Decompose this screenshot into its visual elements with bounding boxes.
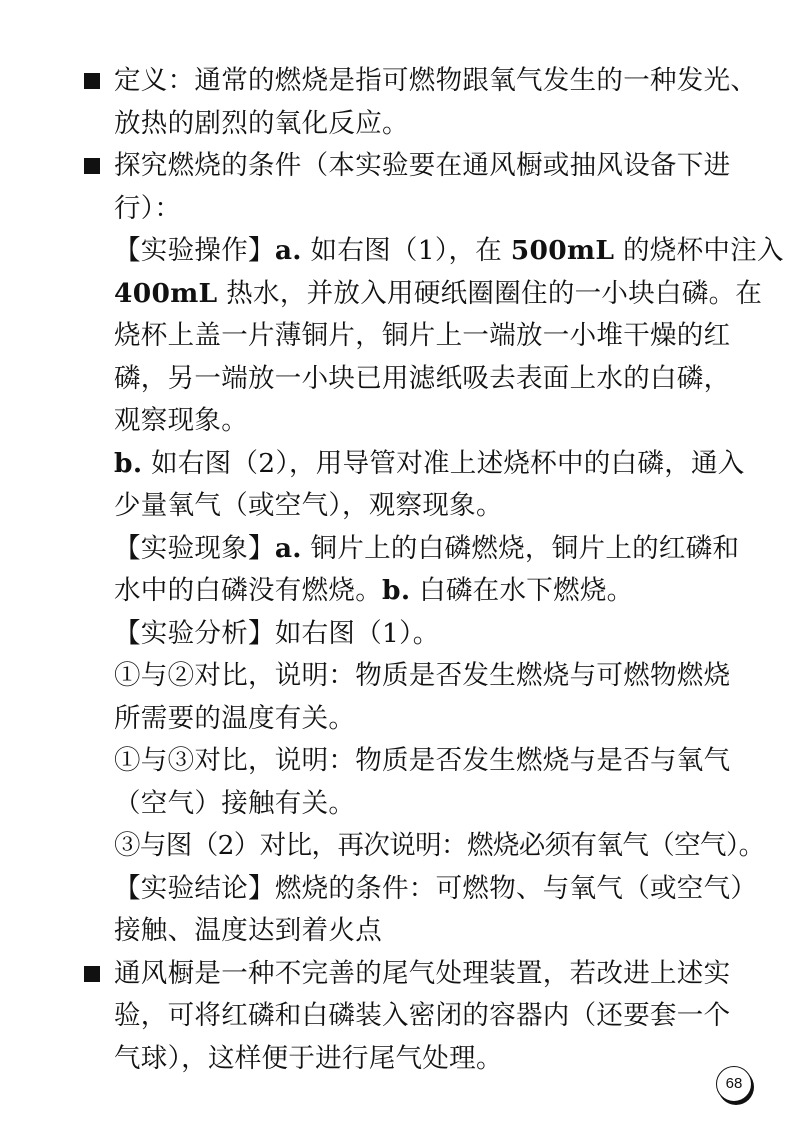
conclusion-line-1	[84, 868, 758, 911]
operation-volume-500: 500mL	[510, 235, 615, 266]
analysis-compare-3-line-1: ③与图（2）对比，再次说明：燃烧必须有氧气（空气）。	[114, 830, 765, 861]
phenomenon-a-label: a.	[274, 532, 302, 564]
operation-b-line-2: 少量氧气（或空气），观察现象。	[114, 490, 503, 521]
black-square-icon	[84, 966, 100, 982]
operation-line-2	[84, 273, 763, 316]
operation-a-label: a.	[274, 235, 302, 266]
black-square-icon	[84, 73, 100, 89]
analysis-compare-2-line-1: ①与③对比，说明：物质是否发生燃烧与是否与氧气	[114, 745, 731, 776]
operation-line-3: 烧杯上盖一片薄铜片，铜片上一端放一小堆干燥的红	[114, 320, 731, 351]
conclusion-line-2: 接触、温度达到着火点	[114, 915, 382, 946]
definition-text: 定义：通常的燃烧是指可燃物跟氧气发生的一种发光、	[114, 65, 758, 96]
black-square-icon	[84, 158, 100, 174]
phenomenon-b-label: b.	[382, 575, 411, 606]
phenomenon-b-text: 白磷在水下燃烧。	[410, 575, 634, 606]
phenomenon-a-text-cont: 水中的白磷没有燃烧。	[114, 575, 382, 606]
page-content	[84, 60, 784, 1080]
analysis-line-1	[84, 613, 754, 656]
operation-b-line-1	[84, 443, 754, 486]
phenomenon-tag: 【实验现象】	[114, 532, 275, 564]
conclusion-tag: 【实验结论】	[114, 872, 275, 904]
explore-heading-text: 探究燃烧的条件（本实验要在通风橱或抽风设备下进	[114, 150, 731, 181]
operation-a-text: 如右图（1），在	[301, 235, 511, 266]
analysis-text: 如右图（1）。	[274, 617, 440, 649]
operation-a-line-2-text: 热水，并放入用硬纸圈圈住的一小块白磷。在	[217, 277, 763, 309]
definition-line-2: 放热的剧烈的氧化反应。	[114, 107, 409, 139]
fume-hood-line-3: 气球），这样便于进行尾气处理。	[114, 1042, 503, 1074]
phenomenon-a-text: 铜片上的白磷燃烧，铜片上的红磷和	[301, 532, 740, 564]
operation-b-label: b.	[114, 447, 143, 479]
operation-line-4: 磷，另一端放一小块已用滤纸吸去表面上水的白磷，	[114, 362, 731, 394]
definition-line-1	[84, 60, 758, 103]
fume-hood-line-2: 验，可将红磷和白磷装入密闭的容器内（还要套一个	[114, 1000, 731, 1031]
fume-hood-text: 通风橱是一种不完善的尾气处理装置，若改进上述实	[114, 957, 731, 989]
operation-volume-400: 400mL	[114, 277, 218, 309]
operation-tag: 【实验操作】	[114, 235, 275, 266]
phenomenon-line-2	[84, 570, 754, 613]
analysis-compare-1-line-2: 所需要的温度有关。	[114, 702, 356, 734]
analysis-compare-1-line-1: ①与②对比，说明：物质是否发生燃烧与可燃物燃烧	[114, 660, 731, 691]
explore-heading-line-1	[84, 145, 754, 188]
operation-b-text: 如右图（2），用导管对准上述烧杯中的白磷，通入	[142, 447, 745, 479]
phenomenon-line-1	[84, 528, 754, 571]
operation-a-text-end: 的烧杯中注入	[614, 235, 784, 266]
page-number: 68	[716, 1066, 752, 1102]
fume-hood-line-1	[84, 953, 754, 996]
analysis-tag: 【实验分析】	[114, 617, 275, 649]
explore-heading-line-2: 行）：	[114, 192, 182, 224]
operation-line-1	[84, 230, 784, 273]
conclusion-text: 燃烧的条件：可燃物、与氧气（或空气）	[274, 872, 758, 904]
operation-line-5: 观察现象。	[114, 405, 248, 436]
analysis-compare-2-line-2: （空气）接触有关。	[114, 787, 356, 819]
